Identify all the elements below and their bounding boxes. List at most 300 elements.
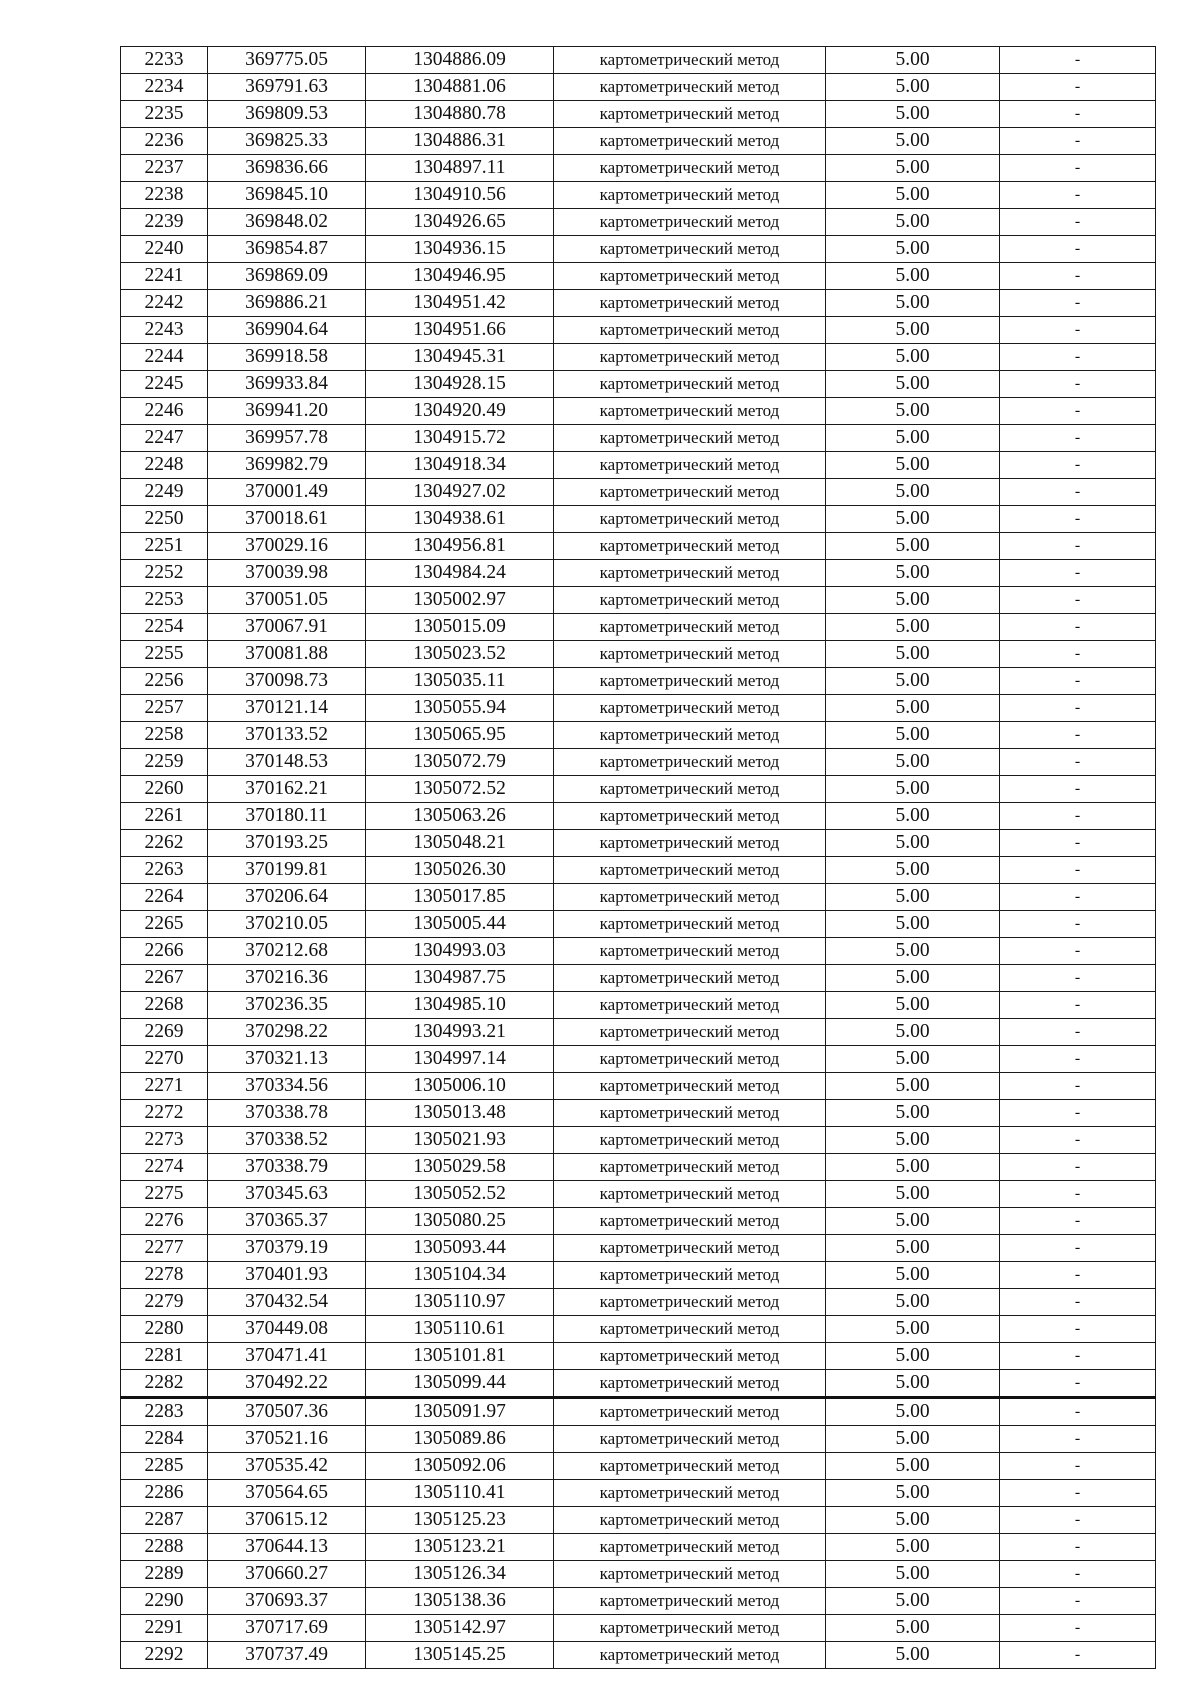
note-cell: -: [1000, 425, 1156, 452]
y-coordinate-cell: 1304951.66: [366, 317, 554, 344]
note-cell: -: [1000, 965, 1156, 992]
method-cell: картометрический метод: [554, 1073, 826, 1100]
y-coordinate-cell: 1304886.09: [366, 47, 554, 74]
y-coordinate-cell: 1305110.61: [366, 1316, 554, 1343]
x-coordinate-cell: 370039.98: [208, 560, 366, 587]
table-row: [121, 776, 1156, 803]
point-number-cell: 2250: [121, 506, 208, 533]
method-cell: картометрический метод: [554, 47, 826, 74]
method-cell: картометрический метод: [554, 1181, 826, 1208]
point-number-cell: 2275: [121, 1181, 208, 1208]
table-row: [121, 1507, 1156, 1534]
accuracy-cell: 5.00: [826, 911, 1000, 938]
y-coordinate-cell: 1305048.21: [366, 830, 554, 857]
point-number-cell: 2245: [121, 371, 208, 398]
point-number-cell: 2291: [121, 1615, 208, 1642]
x-coordinate-cell: 370051.05: [208, 587, 366, 614]
method-cell: картометрический метод: [554, 776, 826, 803]
y-coordinate-cell: 1304936.15: [366, 236, 554, 263]
x-coordinate-cell: 370067.91: [208, 614, 366, 641]
x-coordinate-cell: 370210.05: [208, 911, 366, 938]
y-coordinate-cell: 1304946.95: [366, 263, 554, 290]
note-cell: -: [1000, 1046, 1156, 1073]
point-number-cell: 2285: [121, 1453, 208, 1480]
accuracy-cell: 5.00: [826, 776, 1000, 803]
table-row: [121, 587, 1156, 614]
table-row: [121, 614, 1156, 641]
method-cell: картометрический метод: [554, 695, 826, 722]
point-number-cell: 2260: [121, 776, 208, 803]
x-coordinate-cell: 369854.87: [208, 236, 366, 263]
method-cell: картометрический метод: [554, 884, 826, 911]
accuracy-cell: 5.00: [826, 1453, 1000, 1480]
y-coordinate-cell: 1304997.14: [366, 1046, 554, 1073]
accuracy-cell: 5.00: [826, 1370, 1000, 1398]
accuracy-cell: 5.00: [826, 587, 1000, 614]
y-coordinate-cell: 1305002.97: [366, 587, 554, 614]
note-cell: -: [1000, 479, 1156, 506]
table-row: [121, 803, 1156, 830]
method-cell: картометрический метод: [554, 830, 826, 857]
x-coordinate-cell: 370236.35: [208, 992, 366, 1019]
method-cell: картометрический метод: [554, 506, 826, 533]
note-cell: -: [1000, 1534, 1156, 1561]
table-row: [121, 425, 1156, 452]
y-coordinate-cell: 1304915.72: [366, 425, 554, 452]
point-number-cell: 2243: [121, 317, 208, 344]
x-coordinate-cell: 370693.37: [208, 1588, 366, 1615]
point-number-cell: 2251: [121, 533, 208, 560]
accuracy-cell: 5.00: [826, 560, 1000, 587]
note-cell: -: [1000, 344, 1156, 371]
accuracy-cell: 5.00: [826, 479, 1000, 506]
x-coordinate-cell: 370615.12: [208, 1507, 366, 1534]
accuracy-cell: 5.00: [826, 938, 1000, 965]
point-number-cell: 2247: [121, 425, 208, 452]
point-number-cell: 2276: [121, 1208, 208, 1235]
table-row: [121, 641, 1156, 668]
note-cell: -: [1000, 1289, 1156, 1316]
y-coordinate-cell: 1304993.03: [366, 938, 554, 965]
point-number-cell: 2284: [121, 1426, 208, 1453]
note-cell: -: [1000, 533, 1156, 560]
y-coordinate-cell: 1304918.34: [366, 452, 554, 479]
y-coordinate-cell: 1305063.26: [366, 803, 554, 830]
note-cell: -: [1000, 938, 1156, 965]
x-coordinate-cell: 369791.63: [208, 74, 366, 101]
note-cell: -: [1000, 398, 1156, 425]
point-number-cell: 2258: [121, 722, 208, 749]
table-row: [121, 1127, 1156, 1154]
table-row: [121, 1154, 1156, 1181]
point-number-cell: 2269: [121, 1019, 208, 1046]
point-number-cell: 2281: [121, 1343, 208, 1370]
table-row: [121, 1642, 1156, 1669]
x-coordinate-cell: 370564.65: [208, 1480, 366, 1507]
table-row: [121, 1208, 1156, 1235]
y-coordinate-cell: 1305089.86: [366, 1426, 554, 1453]
x-coordinate-cell: 370121.14: [208, 695, 366, 722]
method-cell: картометрический метод: [554, 101, 826, 128]
note-cell: -: [1000, 1073, 1156, 1100]
method-cell: картометрический метод: [554, 1534, 826, 1561]
note-cell: -: [1000, 1642, 1156, 1669]
note-cell: -: [1000, 1561, 1156, 1588]
table-row: [121, 452, 1156, 479]
note-cell: -: [1000, 101, 1156, 128]
note-cell: -: [1000, 1480, 1156, 1507]
y-coordinate-cell: 1304951.42: [366, 290, 554, 317]
note-cell: -: [1000, 290, 1156, 317]
table-row: [121, 1262, 1156, 1289]
method-cell: картометрический метод: [554, 1235, 826, 1262]
y-coordinate-cell: 1305065.95: [366, 722, 554, 749]
x-coordinate-cell: 370193.25: [208, 830, 366, 857]
y-coordinate-cell: 1305110.97: [366, 1289, 554, 1316]
note-cell: -: [1000, 1019, 1156, 1046]
point-number-cell: 2282: [121, 1370, 208, 1398]
point-number-cell: 2236: [121, 128, 208, 155]
note-cell: -: [1000, 209, 1156, 236]
table-row: [121, 344, 1156, 371]
accuracy-cell: 5.00: [826, 155, 1000, 182]
method-cell: картометрический метод: [554, 1507, 826, 1534]
point-number-cell: 2235: [121, 101, 208, 128]
table-row: [121, 911, 1156, 938]
x-coordinate-cell: 370379.19: [208, 1235, 366, 1262]
x-coordinate-cell: 370521.16: [208, 1426, 366, 1453]
table-row: [121, 74, 1156, 101]
y-coordinate-cell: 1304920.49: [366, 398, 554, 425]
y-coordinate-cell: 1305029.58: [366, 1154, 554, 1181]
x-coordinate-cell: 370365.37: [208, 1208, 366, 1235]
x-coordinate-cell: 370535.42: [208, 1453, 366, 1480]
y-coordinate-cell: 1305104.34: [366, 1262, 554, 1289]
method-cell: картометрический метод: [554, 560, 826, 587]
point-number-cell: 2286: [121, 1480, 208, 1507]
table-row: [121, 938, 1156, 965]
table-row: [121, 506, 1156, 533]
table-row: [121, 128, 1156, 155]
method-cell: картометрический метод: [554, 1127, 826, 1154]
point-number-cell: 2237: [121, 155, 208, 182]
table-row: [121, 884, 1156, 911]
x-coordinate-cell: 369825.33: [208, 128, 366, 155]
y-coordinate-cell: 1304897.11: [366, 155, 554, 182]
method-cell: картометрический метод: [554, 128, 826, 155]
table-row: [121, 965, 1156, 992]
y-coordinate-cell: 1305023.52: [366, 641, 554, 668]
table-row: [121, 47, 1156, 74]
y-coordinate-cell: 1304910.56: [366, 182, 554, 209]
method-cell: картометрический метод: [554, 371, 826, 398]
method-cell: картометрический метод: [554, 992, 826, 1019]
accuracy-cell: 5.00: [826, 1343, 1000, 1370]
method-cell: картометрический метод: [554, 938, 826, 965]
x-coordinate-cell: 370737.49: [208, 1642, 366, 1669]
point-number-cell: 2273: [121, 1127, 208, 1154]
accuracy-cell: 5.00: [826, 695, 1000, 722]
method-cell: картометрический метод: [554, 857, 826, 884]
point-number-cell: 2254: [121, 614, 208, 641]
accuracy-cell: 5.00: [826, 317, 1000, 344]
y-coordinate-cell: 1304881.06: [366, 74, 554, 101]
note-cell: -: [1000, 884, 1156, 911]
point-number-cell: 2239: [121, 209, 208, 236]
accuracy-cell: 5.00: [826, 1127, 1000, 1154]
table-row: [121, 1426, 1156, 1453]
point-number-cell: 2292: [121, 1642, 208, 1669]
y-coordinate-cell: 1305110.41: [366, 1480, 554, 1507]
accuracy-cell: 5.00: [826, 992, 1000, 1019]
accuracy-cell: 5.00: [826, 371, 1000, 398]
table-row: [121, 992, 1156, 1019]
table-row: [121, 101, 1156, 128]
method-cell: картометрический метод: [554, 668, 826, 695]
y-coordinate-cell: 1305015.09: [366, 614, 554, 641]
point-number-cell: 2290: [121, 1588, 208, 1615]
method-cell: картометрический метод: [554, 1154, 826, 1181]
y-coordinate-cell: 1304993.21: [366, 1019, 554, 1046]
y-coordinate-cell: 1304886.31: [366, 128, 554, 155]
x-coordinate-cell: 369836.66: [208, 155, 366, 182]
accuracy-cell: 5.00: [826, 74, 1000, 101]
x-coordinate-cell: 370334.56: [208, 1073, 366, 1100]
y-coordinate-cell: 1304984.24: [366, 560, 554, 587]
accuracy-cell: 5.00: [826, 1262, 1000, 1289]
x-coordinate-cell: 369957.78: [208, 425, 366, 452]
x-coordinate-cell: 369775.05: [208, 47, 366, 74]
y-coordinate-cell: 1304928.15: [366, 371, 554, 398]
note-cell: -: [1000, 47, 1156, 74]
coordinates-table: [120, 46, 1156, 1669]
x-coordinate-cell: 369845.10: [208, 182, 366, 209]
note-cell: -: [1000, 1370, 1156, 1398]
method-cell: картометрический метод: [554, 398, 826, 425]
accuracy-cell: 5.00: [826, 1398, 1000, 1426]
method-cell: картометрический метод: [554, 209, 826, 236]
point-number-cell: 2256: [121, 668, 208, 695]
y-coordinate-cell: 1305005.44: [366, 911, 554, 938]
method-cell: картометрический метод: [554, 1642, 826, 1669]
note-cell: -: [1000, 317, 1156, 344]
note-cell: -: [1000, 263, 1156, 290]
x-coordinate-cell: 370162.21: [208, 776, 366, 803]
y-coordinate-cell: 1305017.85: [366, 884, 554, 911]
method-cell: картометрический метод: [554, 290, 826, 317]
note-cell: -: [1000, 1507, 1156, 1534]
y-coordinate-cell: 1305072.79: [366, 749, 554, 776]
accuracy-cell: 5.00: [826, 641, 1000, 668]
method-cell: картометрический метод: [554, 641, 826, 668]
point-number-cell: 2246: [121, 398, 208, 425]
table-row: [121, 1235, 1156, 1262]
table-row: [121, 479, 1156, 506]
method-cell: картометрический метод: [554, 587, 826, 614]
method-cell: картометрический метод: [554, 1398, 826, 1426]
y-coordinate-cell: 1305093.44: [366, 1235, 554, 1262]
accuracy-cell: 5.00: [826, 1289, 1000, 1316]
x-coordinate-cell: 370432.54: [208, 1289, 366, 1316]
table-row: [121, 236, 1156, 263]
method-cell: картометрический метод: [554, 614, 826, 641]
point-number-cell: 2288: [121, 1534, 208, 1561]
table-row: [121, 1181, 1156, 1208]
method-cell: картометрический метод: [554, 452, 826, 479]
y-coordinate-cell: 1305138.36: [366, 1588, 554, 1615]
point-number-cell: 2279: [121, 1289, 208, 1316]
method-cell: картометрический метод: [554, 1316, 826, 1343]
accuracy-cell: 5.00: [826, 101, 1000, 128]
accuracy-cell: 5.00: [826, 749, 1000, 776]
x-coordinate-cell: 369904.64: [208, 317, 366, 344]
y-coordinate-cell: 1305080.25: [366, 1208, 554, 1235]
method-cell: картометрический метод: [554, 1343, 826, 1370]
point-number-cell: 2283: [121, 1398, 208, 1426]
x-coordinate-cell: 369918.58: [208, 344, 366, 371]
accuracy-cell: 5.00: [826, 1615, 1000, 1642]
method-cell: картометрический метод: [554, 155, 826, 182]
table-row: [121, 560, 1156, 587]
y-coordinate-cell: 1305055.94: [366, 695, 554, 722]
note-cell: -: [1000, 695, 1156, 722]
y-coordinate-cell: 1305021.93: [366, 1127, 554, 1154]
table-row: [121, 533, 1156, 560]
note-cell: -: [1000, 1100, 1156, 1127]
accuracy-cell: 5.00: [826, 1316, 1000, 1343]
y-coordinate-cell: 1305091.97: [366, 1398, 554, 1426]
method-cell: картометрический метод: [554, 1100, 826, 1127]
accuracy-cell: 5.00: [826, 182, 1000, 209]
accuracy-cell: 5.00: [826, 722, 1000, 749]
x-coordinate-cell: 369848.02: [208, 209, 366, 236]
note-cell: -: [1000, 1154, 1156, 1181]
x-coordinate-cell: 370717.69: [208, 1615, 366, 1642]
y-coordinate-cell: 1305052.52: [366, 1181, 554, 1208]
method-cell: картометрический метод: [554, 425, 826, 452]
accuracy-cell: 5.00: [826, 1642, 1000, 1669]
note-cell: -: [1000, 1588, 1156, 1615]
note-cell: -: [1000, 749, 1156, 776]
y-coordinate-cell: 1305101.81: [366, 1343, 554, 1370]
method-cell: картометрический метод: [554, 1588, 826, 1615]
note-cell: -: [1000, 776, 1156, 803]
accuracy-cell: 5.00: [826, 1235, 1000, 1262]
accuracy-cell: 5.00: [826, 1019, 1000, 1046]
table-row: [121, 1398, 1156, 1426]
x-coordinate-cell: 370081.88: [208, 641, 366, 668]
note-cell: -: [1000, 641, 1156, 668]
accuracy-cell: 5.00: [826, 1073, 1000, 1100]
table-row: [121, 749, 1156, 776]
accuracy-cell: 5.00: [826, 533, 1000, 560]
accuracy-cell: 5.00: [826, 1208, 1000, 1235]
accuracy-cell: 5.00: [826, 398, 1000, 425]
point-number-cell: 2271: [121, 1073, 208, 1100]
x-coordinate-cell: 370471.41: [208, 1343, 366, 1370]
y-coordinate-cell: 1304956.81: [366, 533, 554, 560]
note-cell: -: [1000, 506, 1156, 533]
method-cell: картометрический метод: [554, 479, 826, 506]
accuracy-cell: 5.00: [826, 344, 1000, 371]
point-number-cell: 2238: [121, 182, 208, 209]
accuracy-cell: 5.00: [826, 830, 1000, 857]
method-cell: картометрический метод: [554, 1289, 826, 1316]
x-coordinate-cell: 370001.49: [208, 479, 366, 506]
note-cell: -: [1000, 803, 1156, 830]
table-row: [121, 1588, 1156, 1615]
x-coordinate-cell: 370018.61: [208, 506, 366, 533]
x-coordinate-cell: 369933.84: [208, 371, 366, 398]
accuracy-cell: 5.00: [826, 1507, 1000, 1534]
x-coordinate-cell: 370507.36: [208, 1398, 366, 1426]
table-row: [121, 1370, 1156, 1398]
x-coordinate-cell: 370206.64: [208, 884, 366, 911]
accuracy-cell: 5.00: [826, 1480, 1000, 1507]
y-coordinate-cell: 1304985.10: [366, 992, 554, 1019]
method-cell: картометрический метод: [554, 911, 826, 938]
note-cell: -: [1000, 236, 1156, 263]
accuracy-cell: 5.00: [826, 1100, 1000, 1127]
point-number-cell: 2242: [121, 290, 208, 317]
accuracy-cell: 5.00: [826, 1181, 1000, 1208]
accuracy-cell: 5.00: [826, 668, 1000, 695]
point-number-cell: 2277: [121, 1235, 208, 1262]
table-row: [121, 1534, 1156, 1561]
table-row: [121, 1019, 1156, 1046]
note-cell: -: [1000, 371, 1156, 398]
x-coordinate-cell: 370345.63: [208, 1181, 366, 1208]
table-row: [121, 182, 1156, 209]
accuracy-cell: 5.00: [826, 1426, 1000, 1453]
table-row: [121, 398, 1156, 425]
accuracy-cell: 5.00: [826, 209, 1000, 236]
x-coordinate-cell: 369886.21: [208, 290, 366, 317]
point-number-cell: 2249: [121, 479, 208, 506]
note-cell: -: [1000, 1208, 1156, 1235]
y-coordinate-cell: 1305099.44: [366, 1370, 554, 1398]
point-number-cell: 2244: [121, 344, 208, 371]
method-cell: картометрический метод: [554, 1046, 826, 1073]
x-coordinate-cell: 370148.53: [208, 749, 366, 776]
y-coordinate-cell: 1305092.06: [366, 1453, 554, 1480]
x-coordinate-cell: 370401.93: [208, 1262, 366, 1289]
x-coordinate-cell: 369809.53: [208, 101, 366, 128]
point-number-cell: 2241: [121, 263, 208, 290]
method-cell: картометрический метод: [554, 317, 826, 344]
table-row: [121, 722, 1156, 749]
accuracy-cell: 5.00: [826, 614, 1000, 641]
accuracy-cell: 5.00: [826, 803, 1000, 830]
accuracy-cell: 5.00: [826, 1046, 1000, 1073]
note-cell: -: [1000, 830, 1156, 857]
note-cell: -: [1000, 857, 1156, 884]
note-cell: -: [1000, 1398, 1156, 1426]
point-number-cell: 2255: [121, 641, 208, 668]
method-cell: картометрический метод: [554, 722, 826, 749]
table-row: [121, 1073, 1156, 1100]
method-cell: картометрический метод: [554, 236, 826, 263]
note-cell: -: [1000, 128, 1156, 155]
accuracy-cell: 5.00: [826, 857, 1000, 884]
note-cell: -: [1000, 1426, 1156, 1453]
y-coordinate-cell: 1304927.02: [366, 479, 554, 506]
table-row: [121, 209, 1156, 236]
table-row: [121, 668, 1156, 695]
accuracy-cell: 5.00: [826, 884, 1000, 911]
y-coordinate-cell: 1305145.25: [366, 1642, 554, 1669]
x-coordinate-cell: 370180.11: [208, 803, 366, 830]
